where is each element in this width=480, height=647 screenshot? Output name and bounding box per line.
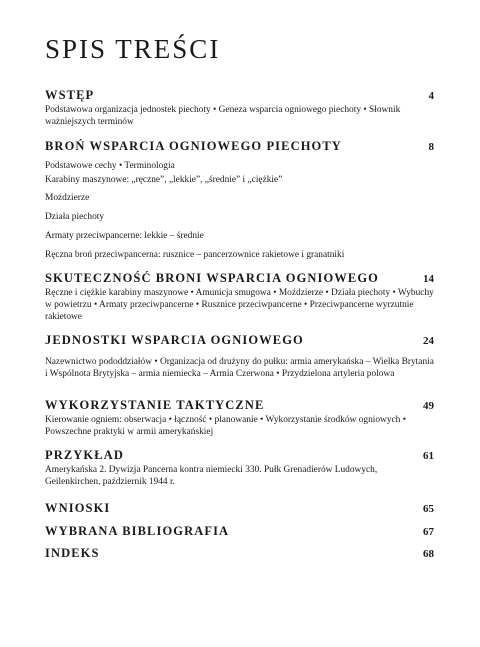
toc-heading: WYBRANA BIBLIOGRAFIA: [45, 524, 230, 538]
toc-entry-wykorzystanie[interactable]: [45, 398, 434, 438]
toc-entry-wnioski[interactable]: [45, 501, 434, 516]
toc-entry-jednostki[interactable]: [45, 333, 434, 380]
toc-subentry: Podstawowe cechy • Terminologia: [45, 161, 175, 171]
toc-page-number: 4: [428, 90, 434, 102]
toc-heading: SKUTECZNOŚĆ BRONI WSPARCIA OGNIOWEGO: [45, 271, 379, 285]
toc-page-number: 61: [423, 450, 434, 462]
toc-subentry: Amerykańska 2. Dywizja Pancerna kontra niemiecki 330. Pułk Grenadierów Ludowych, Geilenkirchen, październik 1944 r.: [45, 465, 378, 487]
toc-page-number: 8: [428, 141, 434, 153]
toc-heading: INDEKS: [45, 546, 100, 560]
page-title: SPIS TREŚCI: [45, 34, 221, 64]
toc-page-number: 68: [423, 548, 434, 560]
toc-subentry: Moździerze: [45, 193, 90, 203]
toc-entry-skutecznosc[interactable]: [45, 271, 434, 323]
toc-subentry: Ręczne i ciężkie karabiny maszynowe • Amunicja smugowa • Moździerze • Działa piechoty • Wybuchy w powietrzu • Armaty przeciwpancerne • Rusznice przeciwpancerne • Przeciwpancerne wyrzutnie rakietowe: [45, 288, 434, 322]
toc-entry-przyklad[interactable]: [45, 448, 434, 488]
toc-subentry: Kierowanie ogniem: obserwacja • łączność • planowanie • Wykorzystanie środków ogniowych • Powszechne praktyki w armii amerykańskiej: [45, 415, 406, 437]
toc-heading-row: [45, 333, 434, 348]
toc-heading: WNIOSKI: [45, 501, 111, 515]
toc-subentry: Działa piechoty: [45, 212, 105, 222]
toc-page-number: 67: [423, 526, 434, 538]
toc-heading: PRZYKŁAD: [45, 448, 124, 462]
toc-heading: WSTĘP: [45, 88, 95, 102]
toc-heading-row: [45, 88, 434, 103]
toc-heading-row: [45, 398, 434, 413]
toc-page-number: 65: [423, 503, 434, 515]
toc-entry-wstep[interactable]: [45, 88, 434, 128]
toc-heading-row: [45, 271, 434, 286]
toc-page-number: 49: [423, 400, 434, 412]
toc-heading: WYKORZYSTANIE TAKTYCZNE: [45, 398, 265, 412]
toc-heading-row: [45, 546, 434, 561]
toc-heading-row: [45, 448, 434, 463]
toc-subentry: Podstawowa organizacja jednostek piechoty • Geneza wsparcia ogniowego piechoty • Słownik ważniejszych terminów: [45, 105, 401, 127]
toc-subentry: Armaty przeciwpancerne: lekkie – średnie: [45, 231, 204, 241]
toc-heading: JEDNOSTKI WSPARCIA OGNIOWEGO: [45, 333, 304, 347]
toc-entry-bron-wsparcia[interactable]: [45, 139, 434, 261]
toc-page-number: 14: [423, 273, 434, 285]
toc-heading-row: [45, 139, 434, 154]
toc-heading-row: [45, 501, 434, 516]
toc-page-number: 24: [423, 335, 434, 347]
toc-heading-row: [45, 524, 434, 539]
toc-heading: BROŃ WSPARCIA OGNIOWEGO PIECHOTY: [45, 139, 342, 153]
toc-entry-bibliografia[interactable]: [45, 524, 434, 539]
toc-entry-indeks[interactable]: [45, 546, 434, 561]
toc-subentry: Karabiny maszynowe: „ręczne”, „lekkie”, „średnie” i „ciężkie”: [45, 175, 283, 185]
toc-subentry: Ręczna broń przeciwpancerna: rusznice – pancerzownice rakietowe i granatniki: [45, 250, 345, 260]
toc-subentry: Nazewnictwo pododdziałów • Organizacja od drużyny do pułku: armia amerykańska – Wielka Brytania i Wspólnota Brytyjska – armia niemiecka – Armia Czerwona • Przydzielona artyleria polowa: [45, 357, 434, 379]
